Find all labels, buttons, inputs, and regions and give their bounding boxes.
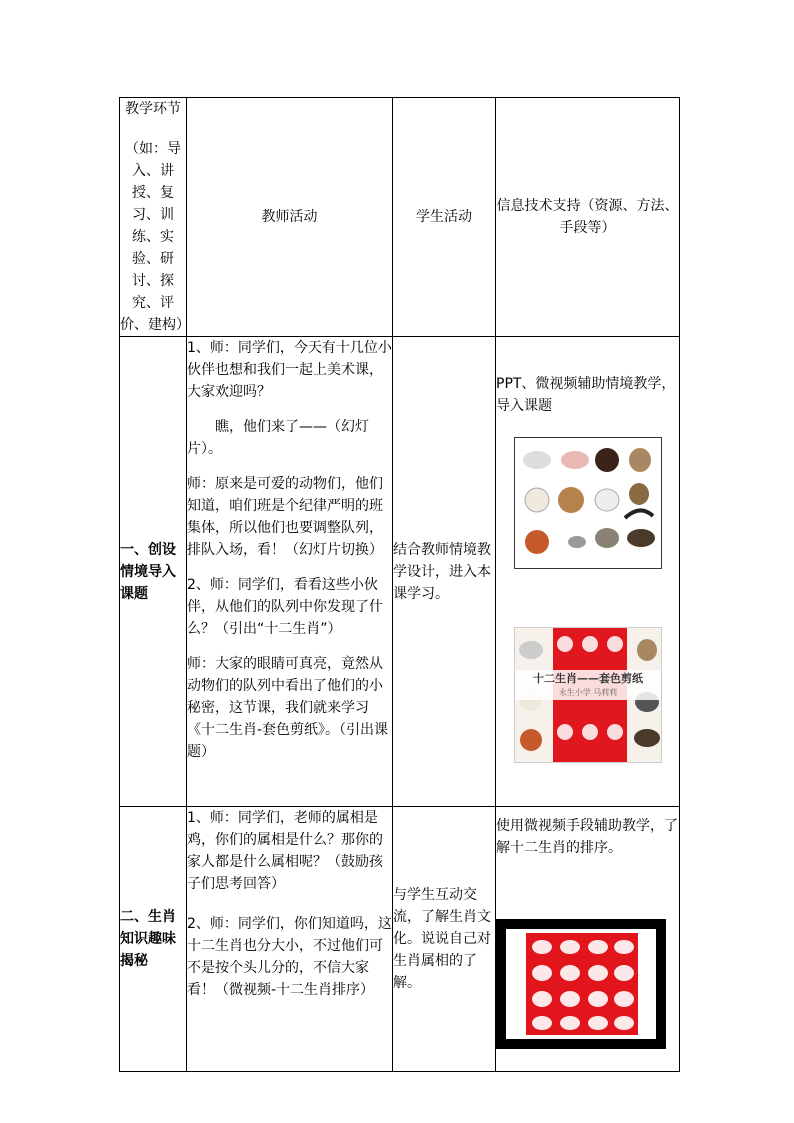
info-header-cell	[496, 98, 680, 337]
info-text: PPT、微视频辅助情境教学，导入课题	[496, 376, 676, 414]
stage-header-examples: （如：导入、讲授、复习、训练、实验、研讨、探究、评价、建构）	[120, 141, 190, 333]
stage-header-cell	[120, 98, 190, 337]
stage-header-title: 教学环节	[125, 101, 181, 117]
student-activity: 与学生互动交流，了解生肖文化。说说自己对生肖属相的了解。	[393, 887, 491, 991]
papercut-image	[496, 919, 666, 1049]
student-activity: 结合教师情境教学设计，进入本课学习。	[393, 541, 491, 602]
papercut-illustration	[526, 933, 638, 1035]
zodiac-slide-image	[514, 627, 662, 763]
animals-illustration	[515, 438, 661, 568]
info-text: 使用微视频手段辅助教学，了解十二生肖的排序。	[496, 818, 678, 856]
zodiac-slide-subtitle: 永生小学 马莉莉	[558, 688, 618, 697]
lesson-plan-table	[119, 97, 680, 1072]
teacher-header-cell	[187, 98, 393, 337]
stage-name: 二、生肖知识趣味揭秘	[120, 909, 176, 969]
zodiac-slide-title: 十二生肖——套色剪纸	[533, 672, 643, 685]
stage-cell	[120, 337, 187, 807]
student-activity-cell	[393, 807, 496, 1072]
teacher-paragraph: 2、师：同学们，看看这些小伙伴，从他们的队列中你发现了什么？（引出“十二生肖”）	[187, 577, 383, 637]
stage-name: 一、创设情境导入课题	[120, 541, 176, 602]
teacher-activity-cell	[187, 337, 393, 807]
student-header-cell	[393, 98, 496, 337]
teacher-paragraph: 师：原来是可爱的动物们，他们知道，咱们班是个纪律严明的班集体，所以他们也要调整队列，排队入场，看！（幻灯片切换）	[187, 476, 383, 558]
student-activity-cell	[393, 337, 496, 807]
teacher-paragraph: 1、师：同学们，老师的属相是鸡，你们的属相是什么？那你的家人都是什么属相呢？（鼓励孩子们思考回答）	[187, 810, 383, 892]
teacher-header: 教师活动	[261, 209, 318, 225]
teacher-paragraph: 1、师：同学们，今天有十几位小伙伴也想和我们一起上美术课，大家欢迎吗？	[187, 340, 392, 400]
teacher-paragraph: 师：大家的眼睛可真亮，竟然从动物们的队列中看出了他们的小秘密，这节课，我们就来学习《十二生肖-套色剪纸》。（引出课题）	[187, 656, 389, 760]
table-row	[120, 807, 680, 1072]
teacher-paragraph: 2、师：同学们，你们知道吗，这十二生肖也分大小，不过他们可不是按个头儿分的，不信大家看！（微视频-十二生肖排序）	[187, 916, 392, 998]
info-cell	[496, 807, 680, 1072]
stage-cell	[120, 807, 187, 1072]
student-header: 学生活动	[416, 209, 472, 225]
teacher-activity-cell	[187, 807, 393, 1072]
table-row	[120, 337, 680, 807]
info-header: 信息技术支持（资源、方法、手段等）	[496, 198, 679, 236]
info-cell	[496, 337, 680, 807]
animals-image	[514, 437, 662, 569]
header-row	[120, 98, 680, 337]
teacher-paragraph: 瞧，他们来了——（幻灯片）。	[187, 419, 369, 457]
